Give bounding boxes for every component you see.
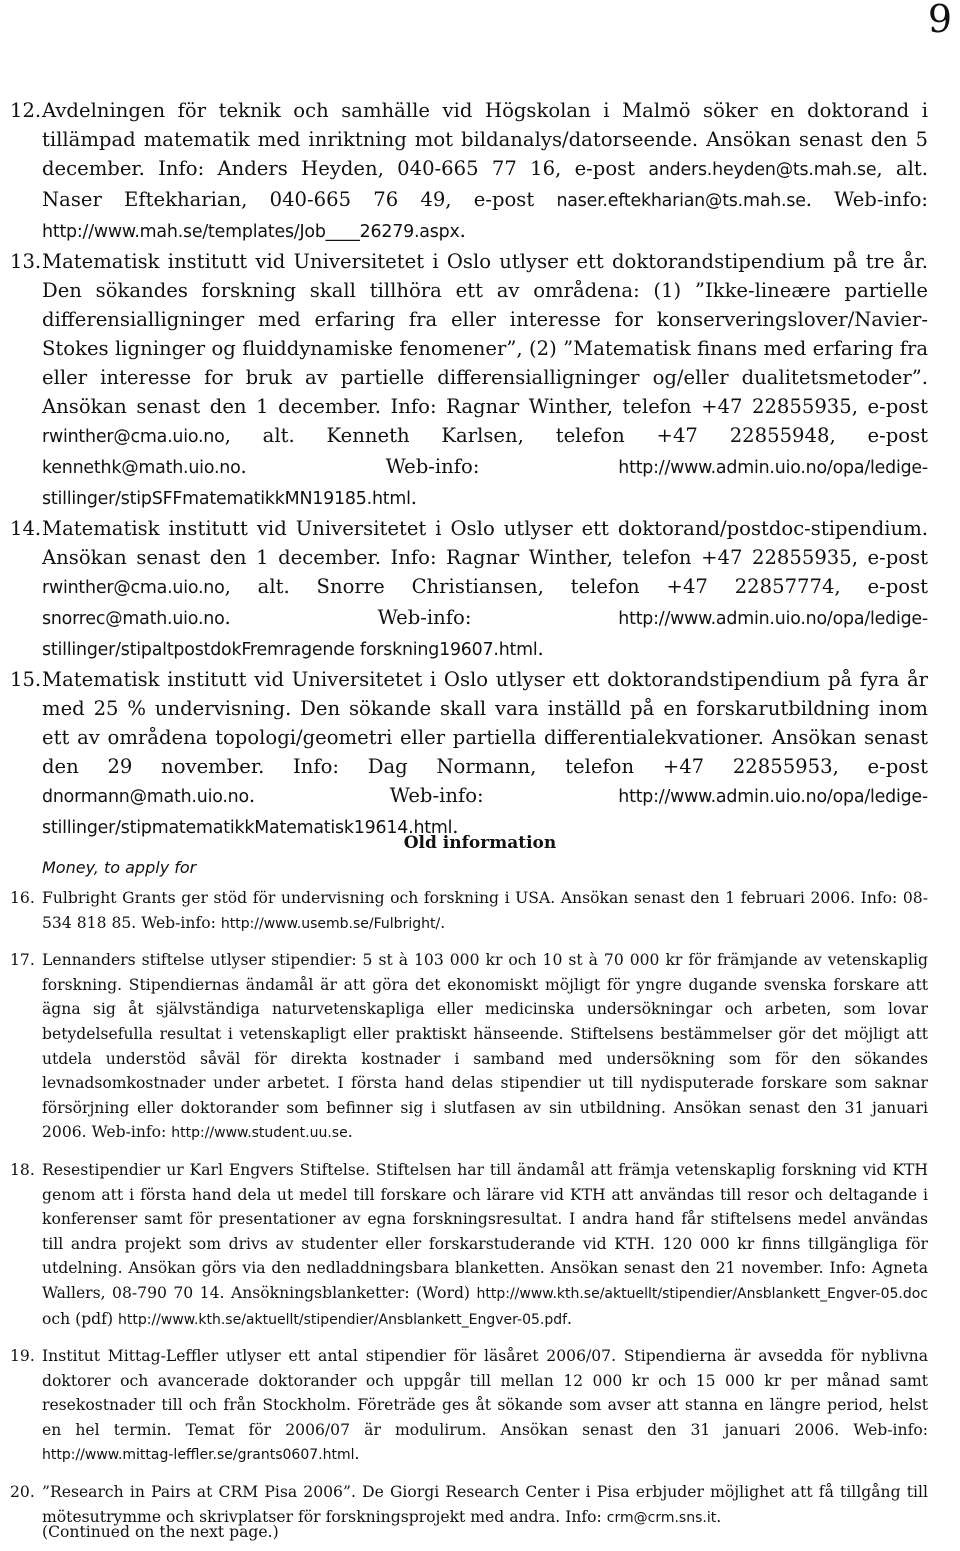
current-listings: [0, 96, 960, 843]
listing-text: Resestipendier ur Karl Engvers Stiftelse. Stiftelsen har till ändamål att främja vetenskaplig forskning vid KTH genom att i första hand dela ut medel till forskare och lärare vid KTH att användas till resor och deltagande i konferenser samt för presentationer av egna forskningsresultat. I andra hand får stiftelsens medel användas till andra projekt som drivs av studenter eller forskarstuderande vid KTH. 120 000 kr finns tillgängliga för utdelning. Ansökan görs via den nedladdningsbara blanketten. Ansökan senast den 21 november. Info: Agneta Wallers, 08-790 70 14. Ansökningsblanketter: (Word): [42, 1160, 928, 1302]
listing-number: 14.: [10, 517, 42, 540]
contact-link[interactable]: dnormann@math.uio.no: [42, 787, 249, 807]
listing-text: . Web-info:: [805, 188, 928, 211]
listing-text: .: [716, 1507, 722, 1526]
listing-text: Matematisk institutt vid Universitetet i Oslo utlyser ett doktorand/postdoc-stipendium. Ansökan senast den 1 december. Info: Ragnar Winther, telefon +47 22855935, e-post: [42, 517, 928, 569]
listing-item: [0, 1344, 960, 1468]
listing-item: [0, 948, 960, 1146]
listing-number: 18.: [10, 1160, 35, 1179]
contact-link[interactable]: http://www.admin.uio.no/opa/ledige-stillinger/stipaltpostdokFremragende forskning19607.html: [42, 609, 928, 660]
listing-number: 19.: [10, 1347, 35, 1366]
listing-text: .: [567, 1309, 573, 1328]
listing-text: Lennanders stiftelse utlyser stipendier: 5 st à 103 000 kr och 10 st à 70 000 kr för främjande av vetenskaplig forskning. Stipendiernas ändamål är att göra det ekonomiskt möjligt för yngre dugande svenska forskare att ägna sig åt självständiga naturvetenskapliga eller medicinska undersökningar och arbeten, som lovar betydelsefulla resultat i vetenskapligt eller praktiskt hänseende. Stiftelsens bestämmelser gör det möjligt att utdela understöd såväl för direkta kostnader i samband med undersökning som för den sökandes levnadsomkostnader under arbetet. I första hand delas stipendier ut till nydisputerade forskare som saknar försörjning eller doktorander som befinner sig i slutfasen av sin utbildning. Ansökan senast den 31 januari 2006. Web-info:: [42, 951, 928, 1142]
listing-item: [0, 1158, 960, 1332]
contact-link[interactable]: http://www.student.uu.se: [171, 1125, 348, 1142]
listing-text: .: [410, 486, 417, 509]
contact-link[interactable]: rwinther@cma.uio.no: [42, 427, 225, 447]
contact-link[interactable]: rwinther@cma.uio.no: [42, 578, 225, 598]
listing-text: Fulbright Grants ger stöd för undervisning och forskning i USA. Ansökan senast den 1 februari 2006. Info: 08-534 818 85. Web-info:: [42, 889, 928, 932]
listing-number: 16.: [10, 889, 35, 907]
listing-number: 17.: [10, 951, 35, 970]
listing-text: . Web-info:: [240, 455, 619, 478]
listing-text: , alt. Naser Eftekharian, 040-665 76 49, e-post: [42, 157, 929, 211]
listing-text: och (pdf): [42, 1309, 118, 1328]
listing-item: [0, 886, 960, 936]
old-listings: [0, 886, 960, 1542]
page-number: 9: [927, 0, 952, 41]
listing-text: . Web-info:: [248, 784, 619, 807]
listing-number: 13.: [10, 250, 42, 273]
listing-item: [0, 247, 960, 514]
listing-number: 15.: [10, 668, 42, 691]
contact-link[interactable]: crm@crm.sns.it: [606, 1509, 717, 1526]
contact-link[interactable]: http://www.kth.se/aktuellt/stipendier/Ansblankett_Engver-05.doc: [476, 1285, 928, 1302]
listing-text: Institut Mittag-Leffler utlyser ett antal stipendier för läsåret 2006/07. Stipendierna är avsedda för nyblivna doktorer och avancerade doktorander och uppgår till mellan 12 000 kr och 15 000 kr per månad samt resekostnader till och från Stockholm. Företräde ges åt sökande som avser att stanna en längre period, helst en hel termin. Temat för 2006/07 är modulirum. Ansökan senast den 31 januari 2006. Web-info:: [42, 1347, 928, 1439]
contact-link[interactable]: http://www.usemb.se/Fulbright/: [220, 915, 441, 932]
continued-note: (Continued on the next page.): [42, 1523, 279, 1541]
listing-text: Matematisk institutt vid Universitetet i Oslo utlyser ett doktorandstipendium på tre år. Den sökandes forskning skall tillhöra ett av områdena: (1) ”Ikke-lineære partielle differensialligninger med erfaring fra eller interesse for konserveringslover/Navier-Stokes ligninger og fluiddynamiske fenomener”, (2) ”Matematisk finans med erfaring fra eller interesse for bruk av partielle differensialligninger og/eller dualitetsmetoder”. Ansökan senast den 1 december. Info: Ragnar Winther, telefon +47 22855935, e-post: [42, 250, 928, 418]
contact-link[interactable]: http://www.admin.uio.no/opa/ledige-stillinger/stipSFFmatematikkMN19185.html: [42, 458, 928, 509]
listing-text: .: [537, 637, 544, 660]
listing-number: 20.: [10, 1483, 35, 1502]
contact-link[interactable]: anders.heyden@ts.mah.se: [648, 160, 877, 180]
listing-text: ”Research in Pairs at CRM Pisa 2006”. De Giorgi Research Center i Pisa erbjuder möjlighet att få tillgång till mötesutrymme och skrivplatser för forskningsprojekt med andra. Info:: [42, 1483, 928, 1526]
listing-text: , alt. Snorre Christiansen, telefon +47 22857774, e-post: [224, 575, 928, 598]
contact-link[interactable]: http://www.mittag-leffler.se/grants0607.html: [42, 1447, 355, 1464]
listing-text: Avdelningen för teknik och samhälle vid Högskolan i Malmö söker en doktorand i tillämpad matematik med inriktning mot bildanalys/datorseende. Ansökan senast den 5 december. Info: Anders Heyden, 040-665 77 16, e-post: [42, 99, 928, 180]
listing-item: [0, 665, 960, 843]
listing-text: .: [459, 219, 466, 242]
old-information-heading: Old information: [403, 833, 557, 853]
listing-text: .: [354, 1445, 360, 1464]
listing-number: 12.: [10, 99, 42, 122]
contact-link[interactable]: snorrec@math.uio.no: [42, 609, 225, 629]
listing-text: , alt. Kenneth Karlsen, telefon +47 22855948, e-post: [224, 424, 928, 447]
contact-link[interactable]: http://www.kth.se/aktuellt/stipendier/Ansblankett_Engver-05.pdf: [117, 1311, 568, 1328]
listing-text: . Web-info:: [224, 606, 619, 629]
contact-link[interactable]: http://www.mah.se/templates/Job____26279.aspx: [42, 222, 460, 242]
contact-link[interactable]: naser.eftekharian@ts.mah.se: [556, 191, 806, 211]
listing-item: [0, 96, 960, 247]
listing-text: .: [440, 913, 446, 932]
listing-item: [0, 514, 960, 665]
listing-text: .: [347, 1123, 353, 1142]
listing-text: Matematisk institutt vid Universitetet i Oslo utlyser ett doktorandstipendium på fyra år med 25 % undervisning. Den sökande skall vara inställd på en forskarutbildning inom ett av områdena topologi/geometri eller partiella differentialekvationer. Ansökan senast den 29 november. Info: Dag Normann, telefon +47 22855953, e-post: [42, 668, 928, 778]
contact-link[interactable]: kennethk@math.uio.no: [42, 458, 241, 478]
money-section-label: Money, to apply for: [42, 858, 197, 877]
contact-link[interactable]: http://www.admin.uio.no/opa/ledige-stillinger/stipmatematikkMatematisk19614.html: [42, 787, 928, 838]
listing-text: .: [452, 815, 459, 838]
